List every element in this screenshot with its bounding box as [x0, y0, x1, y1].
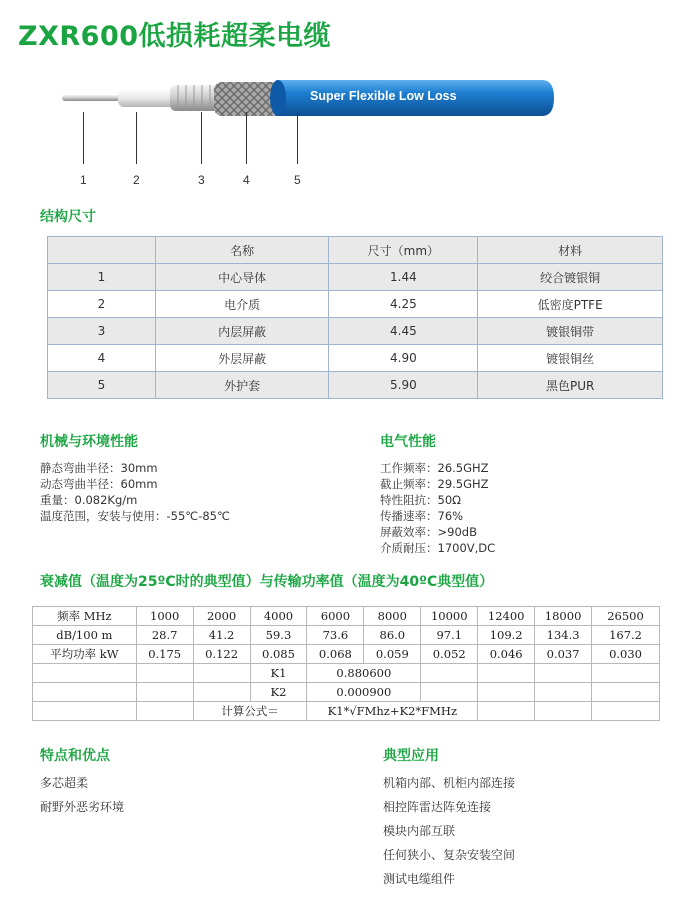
list-item: 耐野外恶劣环境 — [40, 800, 125, 814]
jacket-label: Super Flexible Low Loss — [310, 89, 457, 103]
list-item: 模块内部互联 — [383, 824, 456, 838]
callout-line — [136, 112, 137, 164]
table-cell: 4.45 — [329, 318, 478, 345]
table-row — [33, 702, 660, 721]
table-cell: 2000 — [193, 607, 250, 626]
table-cell: 18000 — [535, 607, 592, 626]
list-item: 多芯超柔 — [40, 776, 89, 790]
row-label: 频率 MHz — [33, 607, 137, 626]
table-cell: 26500 — [592, 607, 660, 626]
table-cell: 167.2 — [592, 626, 660, 645]
table-cell: 86.0 — [364, 626, 421, 645]
table-cell: 4 — [48, 345, 156, 372]
list-item: 测试电缆组件 — [383, 872, 456, 886]
table-cell: 1 — [48, 264, 156, 291]
callout-number: 4 — [243, 173, 250, 187]
table-cell: 外层屏蔽 — [155, 345, 329, 372]
table-cell: 5.90 — [329, 372, 478, 399]
table-cell: 134.3 — [535, 626, 592, 645]
table-cell: 0.030 — [592, 645, 660, 664]
spec-line: 传播速率：76% — [380, 509, 464, 523]
table-row — [48, 291, 663, 318]
electrical-specs — [380, 460, 495, 556]
table-cell: 内层屏蔽 — [155, 318, 329, 345]
column-header: 尺寸（mm） — [329, 237, 478, 264]
spec-line: 介质耐压：1700V,DC — [380, 541, 496, 555]
table-row — [48, 264, 663, 291]
table-cell: 6000 — [307, 607, 364, 626]
table-cell: 电介质 — [155, 291, 329, 318]
table-row — [48, 318, 663, 345]
structure-heading: 结构尺寸 — [40, 209, 96, 225]
table-cell: 镀银铜带 — [478, 318, 663, 345]
spec-line: 重量：0.082Kg/m — [40, 493, 138, 507]
table-cell: 4000 — [250, 607, 307, 626]
spec-line: 静态弯曲半径：30mm — [40, 461, 158, 475]
table-header-row — [48, 237, 663, 264]
spec-line: 特性阻抗：50Ω — [380, 493, 461, 507]
table-row — [48, 372, 663, 399]
table-cell: 97.1 — [421, 626, 478, 645]
table-row — [33, 607, 660, 626]
formula: K1*√FMhz+K2*FMHz — [307, 702, 478, 721]
callout-line — [297, 112, 298, 164]
column-header: 材料 — [478, 237, 663, 264]
table-cell: 41.2 — [193, 626, 250, 645]
spec-line: 动态弯曲半径：60mm — [40, 477, 158, 491]
table-cell: 0.175 — [136, 645, 193, 664]
table-cell: 1.44 — [329, 264, 478, 291]
callout-number: 2 — [133, 173, 140, 187]
electrical-heading: 电气性能 — [380, 434, 436, 450]
table-cell: 3 — [48, 318, 156, 345]
table-cell: 12400 — [478, 607, 535, 626]
page-title: ZXR600低损耗超柔电缆 — [18, 21, 332, 52]
table-cell: 黑色PUR — [478, 372, 663, 399]
table-cell: 1000 — [136, 607, 193, 626]
table-cell: 2 — [48, 291, 156, 318]
table-cell: 外护套 — [155, 372, 329, 399]
table-row — [33, 626, 660, 645]
callout-line — [83, 112, 84, 164]
cable-svg — [58, 70, 558, 130]
applications-heading: 典型应用 — [383, 748, 439, 764]
table-row — [33, 645, 660, 664]
spec-line: 屏蔽效率：>90dB — [380, 525, 477, 539]
callout-line — [201, 112, 202, 164]
formula-label: 计算公式＝ — [193, 702, 307, 721]
table-cell: 0.037 — [535, 645, 592, 664]
callout-number: 3 — [198, 173, 205, 187]
list-item: 机箱内部、机柜内部连接 — [383, 776, 516, 790]
row-label: 平均功率 kW — [33, 645, 137, 664]
table-cell: 低密度PTFE — [478, 291, 663, 318]
table-row — [33, 683, 660, 702]
table-cell: 4.90 — [329, 345, 478, 372]
table-cell: 109.2 — [478, 626, 535, 645]
table-cell: 5 — [48, 372, 156, 399]
k1-value: 0.880600 — [307, 664, 421, 683]
table-cell: 0.052 — [421, 645, 478, 664]
mechanical-specs — [40, 460, 230, 524]
features-list — [40, 771, 124, 819]
table-cell: 0.068 — [307, 645, 364, 664]
table-cell: 绞合镀银铜 — [478, 264, 663, 291]
structure-table — [47, 236, 663, 399]
k2-value: 0.000900 — [307, 683, 421, 702]
spec-line: 工作频率：26.5GHZ — [380, 461, 489, 475]
column-header — [48, 237, 156, 264]
attenuation-table — [32, 606, 660, 721]
table-cell: 73.6 — [307, 626, 364, 645]
list-item: 相控阵雷达阵免连接 — [383, 800, 492, 814]
table-cell: 镀银铜丝 — [478, 345, 663, 372]
table-cell: 4.25 — [329, 291, 478, 318]
table-row — [48, 345, 663, 372]
table-cell: 8000 — [364, 607, 421, 626]
table-cell: 0.122 — [193, 645, 250, 664]
k2-label: K2 — [250, 683, 307, 702]
callout-number: 5 — [294, 173, 301, 187]
table-cell: 0.059 — [364, 645, 421, 664]
table-cell: 0.085 — [250, 645, 307, 664]
table-cell: 59.3 — [250, 626, 307, 645]
row-label: dB/100 m — [33, 626, 137, 645]
cable-illustration — [58, 70, 558, 130]
spec-line: 截止频率：29.5GHZ — [380, 477, 489, 491]
callout-number: 1 — [80, 173, 87, 187]
table-cell: 0.046 — [478, 645, 535, 664]
applications-list — [383, 771, 515, 891]
attenuation-heading: 衰减值（温度为25ºC时的典型值）与传输功率值（温度为40ºC典型值） — [40, 574, 494, 590]
table-row — [33, 664, 660, 683]
table-cell: 28.7 — [136, 626, 193, 645]
spec-line: 温度范围，安装与使用：-55℃-85℃ — [40, 509, 230, 523]
list-item: 任何狭小、复杂安装空间 — [383, 848, 516, 862]
column-header: 名称 — [155, 237, 329, 264]
center-conductor — [62, 95, 124, 101]
features-heading: 特点和优点 — [40, 748, 110, 764]
callout-line — [246, 112, 247, 164]
table-cell: 中心导体 — [155, 264, 329, 291]
k1-label: K1 — [250, 664, 307, 683]
table-cell: 10000 — [421, 607, 478, 626]
mechanical-heading: 机械与环境性能 — [40, 434, 138, 450]
